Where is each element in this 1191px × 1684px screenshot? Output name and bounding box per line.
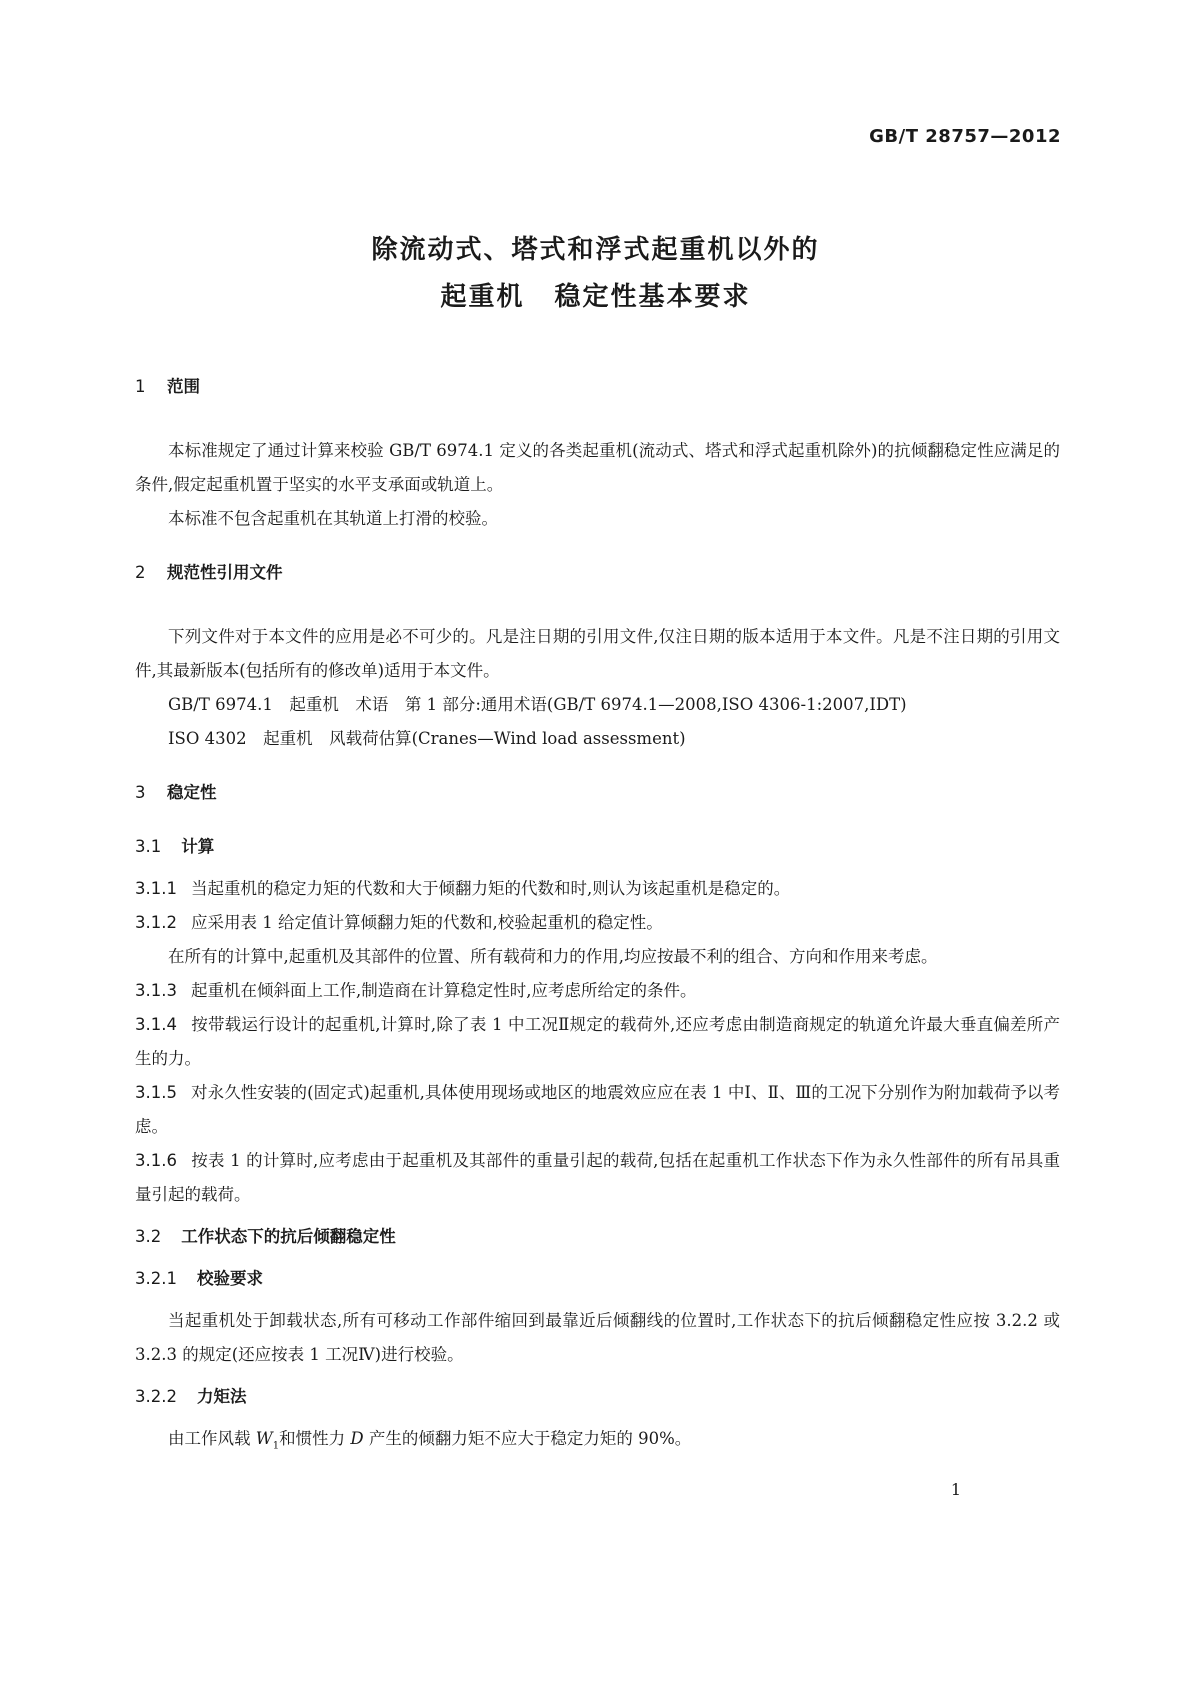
clause-3-1-5 bbox=[135, 1076, 1060, 1144]
subsection-number: 3.2.1 bbox=[135, 1269, 177, 1288]
section-number: 1 bbox=[135, 377, 146, 396]
title-line-2 bbox=[0, 274, 1191, 321]
reference-item: GB/T 6974.1 起重机 术语 第 1 部分:通用术语(GB/T 6974.1—2008,ISO 4306-1:2007,IDT) bbox=[168, 695, 907, 714]
subsection-3-1-heading bbox=[135, 830, 1060, 864]
clause-text: 当起重机的稳定力矩的代数和大于倾翻力矩的代数和时,则认为该起重机是稳定的。 bbox=[190, 879, 791, 898]
paragraph: 本标准不包含起重机在其轨道上打滑的校验。 bbox=[168, 509, 498, 528]
standard-number: GB/T 28757—2012 bbox=[869, 126, 1061, 147]
document-body bbox=[135, 370, 1060, 1463]
clause-3-1-1 bbox=[135, 872, 1060, 906]
clause-text: 按表 1 的计算时,应考虑由于起重机及其部件的重量引起的载荷,包括在起重机工作状态下作为永久性部件的所有吊具重量引起的载荷。 bbox=[135, 1151, 1060, 1204]
wind-load-symbol: W bbox=[255, 1429, 273, 1448]
clause-number: 3.1.4 bbox=[135, 1015, 177, 1034]
clause-number: 3.1.6 bbox=[135, 1151, 177, 1170]
title-line-2-part-a: 起重机 bbox=[440, 282, 525, 312]
clause-number: 3.1.5 bbox=[135, 1083, 177, 1102]
text-fragment: 和惯性力 bbox=[279, 1429, 351, 1448]
clause-text: 应采用表 1 给定值计算倾翻力矩的代数和,校验起重机的稳定性。 bbox=[190, 913, 663, 932]
clause-text: 按带载运行设计的起重机,计算时,除了表 1 中工况Ⅱ规定的载荷外,还应考虑由制造商规定的轨道允许最大垂直偏差所产生的力。 bbox=[135, 1015, 1060, 1068]
subsection-3-2-1-heading bbox=[135, 1262, 1060, 1296]
clause-3-1-2 bbox=[135, 906, 1060, 940]
inertia-force-symbol: D bbox=[350, 1429, 364, 1448]
moment-method-paragraph bbox=[135, 1422, 1060, 1463]
subsection-title: 力矩法 bbox=[196, 1387, 247, 1406]
clause-number: 3.1.2 bbox=[135, 913, 177, 932]
text-fragment: 由工作风载 bbox=[168, 1429, 256, 1448]
clause-number: 3.1.1 bbox=[135, 879, 177, 898]
section-2-heading bbox=[135, 556, 1060, 590]
subsection-title: 计算 bbox=[181, 837, 215, 856]
document-title bbox=[0, 227, 1191, 321]
paragraph: 当起重机处于卸载状态,所有可移动工作部件缩回到最靠近后倾翻线的位置时,工作状态下的抗后倾翻稳定性应按 3.2.2 或 3.2.3 的规定(还应按表 1 工况Ⅳ)进行校验。 bbox=[135, 1311, 1060, 1364]
subsection-3-2-2-heading bbox=[135, 1380, 1060, 1414]
section-number: 2 bbox=[135, 563, 146, 582]
title-line-2-part-b: 稳定性基本要求 bbox=[554, 282, 751, 312]
reference-item: ISO 4302 起重机 风载荷估算(Cranes—Wind load assessment) bbox=[168, 729, 686, 748]
clause-3-1-4 bbox=[135, 1008, 1060, 1076]
text-fragment: 产生的倾翻力矩不应大于稳定力矩的 90%。 bbox=[363, 1429, 692, 1448]
paragraph: 在所有的计算中,起重机及其部件的位置、所有载荷和力的作用,均应按最不利的组合、方向和作用来考虑。 bbox=[168, 947, 938, 966]
clause-text: 对永久性安装的(固定式)起重机,具体使用现场或地区的地震效应应在表 1 中Ⅰ、Ⅱ、Ⅲ的工况下分别作为附加载荷予以考虑。 bbox=[135, 1083, 1060, 1136]
clause-3-1-3 bbox=[135, 974, 1060, 1008]
subsection-title: 工作状态下的抗后倾翻稳定性 bbox=[181, 1227, 396, 1246]
subsection-title: 校验要求 bbox=[196, 1269, 263, 1288]
section-title: 稳定性 bbox=[167, 783, 217, 802]
section-3-heading bbox=[135, 776, 1060, 810]
paragraph: 本标准规定了通过计算来校验 GB/T 6974.1 定义的各类起重机(流动式、塔式和浮式起重机除外)的抗倾翻稳定性应满足的条件,假定起重机置于坚实的水平支承面或轨道上。 bbox=[135, 441, 1060, 494]
section-title: 范围 bbox=[167, 377, 200, 396]
paragraph: 下列文件对于本文件的应用是必不可少的。凡是注日期的引用文件,仅注日期的版本适用于本文件。凡是不注日期的引用文件,其最新版本(包括所有的修改单)适用于本文件。 bbox=[135, 627, 1060, 680]
wind-load-subscript: 1 bbox=[272, 1440, 280, 1452]
clause-3-1-6 bbox=[135, 1144, 1060, 1212]
subsection-number: 3.2.2 bbox=[135, 1387, 177, 1406]
page-number: 1 bbox=[950, 1480, 961, 1499]
clause-number: 3.1.3 bbox=[135, 981, 177, 1000]
section-number: 3 bbox=[135, 783, 146, 802]
subsection-3-2-heading bbox=[135, 1220, 1060, 1254]
subsection-number: 3.1 bbox=[135, 837, 162, 856]
clause-text: 起重机在倾斜面上工作,制造商在计算稳定性时,应考虑所给定的条件。 bbox=[190, 981, 697, 1000]
section-1-heading bbox=[135, 370, 1060, 404]
section-title: 规范性引用文件 bbox=[167, 563, 283, 582]
title-line-1: 除流动式、塔式和浮式起重机以外的 bbox=[371, 235, 820, 265]
subsection-number: 3.2 bbox=[135, 1227, 162, 1246]
